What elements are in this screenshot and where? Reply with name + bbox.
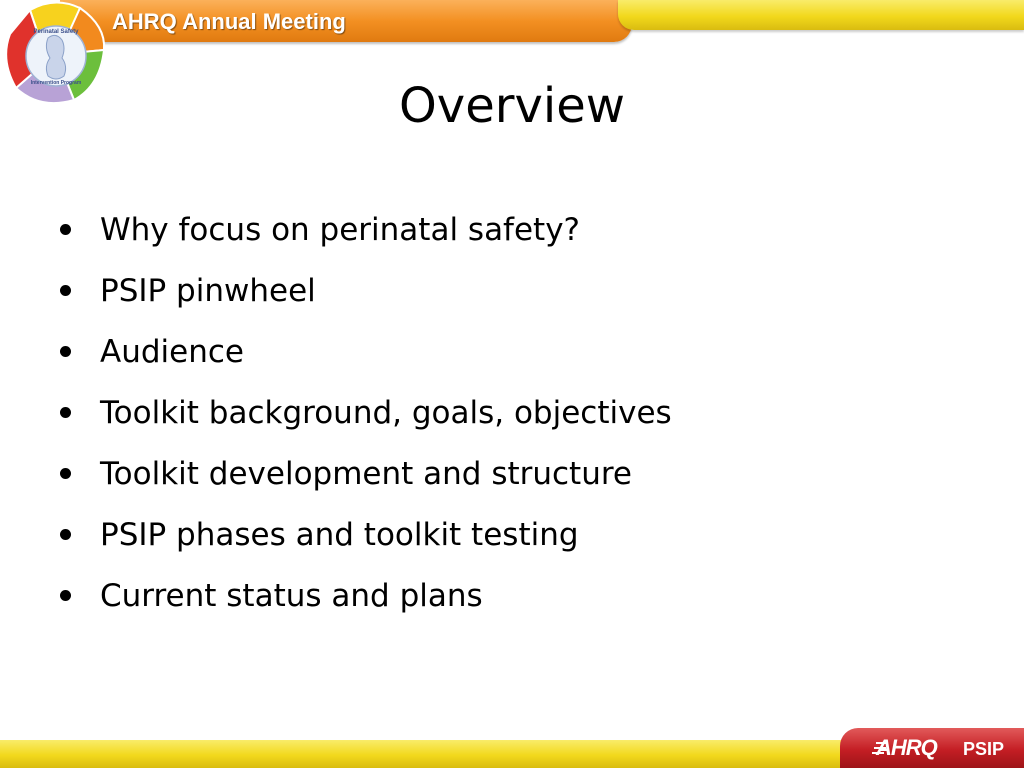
bullet-icon <box>60 224 71 235</box>
bullet-text: Audience <box>100 334 244 370</box>
bullet-text: Toolkit background, goals, objectives <box>100 395 672 431</box>
bullet-text: Why focus on perinatal safety? <box>100 212 581 248</box>
ahrq-logo: AHRQ <box>876 735 937 760</box>
list-item <box>60 204 672 265</box>
bullet-icon <box>60 529 71 540</box>
bullet-text: Current status and plans <box>100 578 483 614</box>
list-item <box>60 265 672 326</box>
list-item <box>60 509 672 570</box>
bullet-text: Toolkit development and structure <box>100 456 632 492</box>
slide-title: Overview <box>399 78 625 134</box>
bullet-icon <box>60 468 71 479</box>
bullet-icon <box>60 407 71 418</box>
list-item <box>60 387 672 448</box>
list-item <box>60 570 672 631</box>
bullet-icon <box>60 346 71 357</box>
list-item <box>60 326 672 387</box>
svg-text:Intervention Program: Intervention Program <box>30 80 82 86</box>
list-item <box>60 448 672 509</box>
bullet-text: PSIP pinwheel <box>100 273 316 309</box>
svg-text:Perinatal Safety: Perinatal Safety <box>33 29 79 35</box>
bullet-text: PSIP phases and toolkit testing <box>100 517 579 553</box>
header-yellow-band <box>618 0 1024 30</box>
bullet-icon <box>60 285 71 296</box>
bullet-list <box>60 204 672 631</box>
meeting-name: AHRQ Annual Meeting <box>112 9 346 34</box>
bullet-icon <box>60 590 71 601</box>
psip-label: PSIP <box>963 739 1005 759</box>
footer-yellow-band <box>0 740 860 768</box>
